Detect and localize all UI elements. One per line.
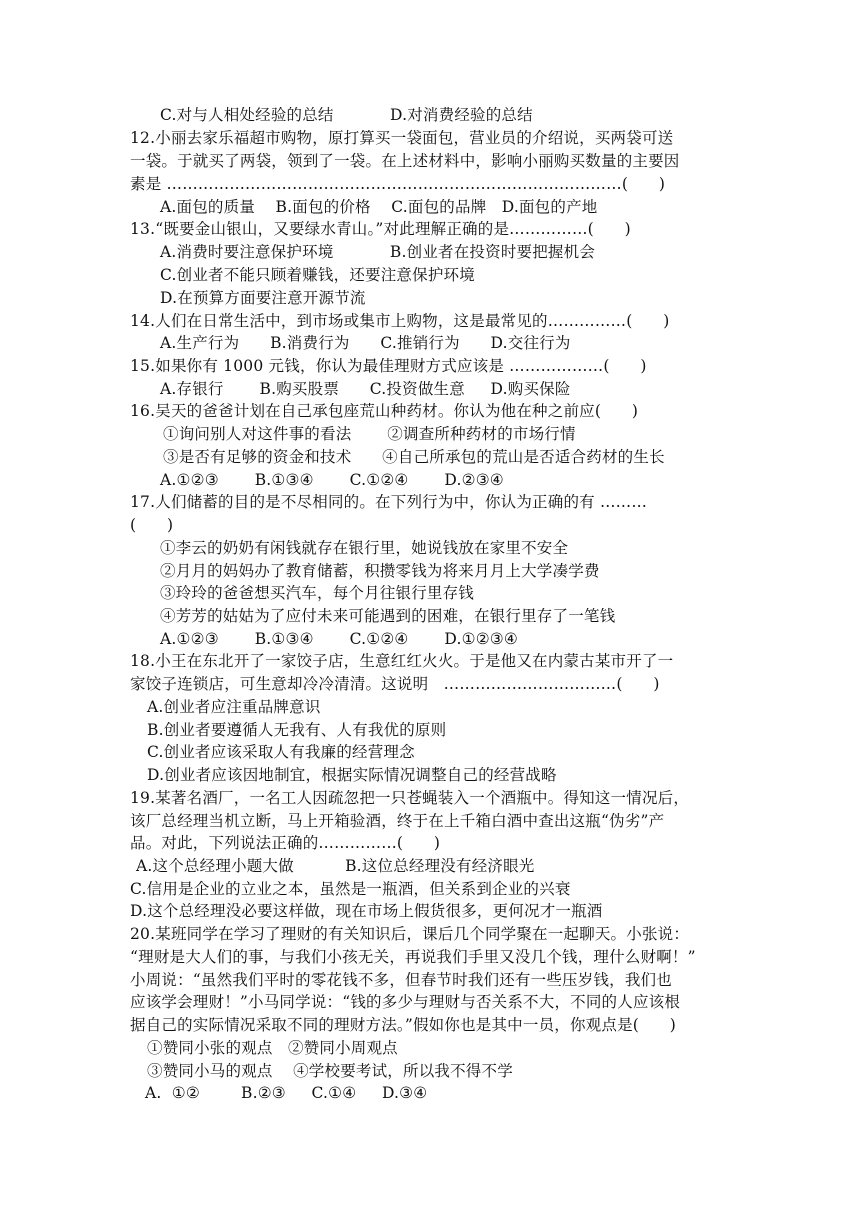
q14-options: A.生产行为 B.消费行为 C.推销行为 D.交往行为 — [160, 334, 571, 352]
q18-option-a: A.创业者应注重品牌意识 — [147, 698, 321, 716]
q20-statements-34: ③赞同小马的观点 ④学校要考试，所以我不得不学 — [147, 1062, 513, 1080]
q11-options-cd: C.对与人相处经验的总结 D.对消费经验的总结 — [160, 106, 533, 124]
q17-answer-bracket: ( ) — [130, 516, 174, 534]
q17-options: A.①②③ B.①③④ C.①②④ D.①②③④ — [160, 630, 518, 648]
q20-stem-line-5: 据自己的实际情况采取不同的理财方法。”假如你也是其中一员，你观点是( ) — [130, 1016, 677, 1034]
q19-option-c: C.信用是企业的立业之本，虽然是一瓶酒，但关系到企业的兴衰 — [130, 880, 571, 898]
q20-stem-line-1: 20.某班同学在学习了理财的有关知识后，课后几个同学聚在一起聊天。小张说： — [130, 925, 690, 943]
q19-stem-line-3: 品。对此，下列说法正确的……………( ) — [130, 834, 441, 852]
q17-statement-3: ③玲玲的爸爸想买汽车，每个月往银行里存钱 — [160, 584, 475, 602]
q13-stem: 13.“既要金山银山，又要绿水青山。”对此理解正确的是……………( ) — [130, 220, 631, 238]
q20-statements-12: ①赞同小张的观点 ②赞同小周观点 — [147, 1039, 398, 1057]
q19-stem-line-1: 19.某著名酒厂，一名工人因疏忽把一只苍蝇装入一个酒瓶中。得知这一情况后， — [130, 789, 690, 807]
q20-stem-line-2: “理财是大人们的事，与我们小孩无关，再说我们手里又没几个钱，理什么财啊！” — [130, 948, 696, 966]
q20-stem-line-3: 小周说：“虽然我们平时的零花钱不多，但春节时我们还有一些压岁钱，我们也 — [130, 971, 672, 989]
q19-stem-line-2: 该厂总经理当机立断，马上开箱验酒，终于在上千箱白酒中查出这瓶“伪劣”产 — [130, 812, 665, 830]
q17-statement-2: ②月月的妈妈办了教育储蓄，积攒零钱为将来月月上大学凑学费 — [160, 562, 600, 580]
q15-options: A.存银行 B.购买股票 C.投资做生意 D.购买保险 — [160, 380, 571, 398]
q18-stem-line-2: 家饺子连锁店，可生意却冷冷清清。这说明 ……………………………( ) — [130, 675, 660, 693]
q20-options: A. ①② B.②③ C.①④ D.③④ — [145, 1084, 428, 1102]
q16-stem: 16.吴天的爸爸计划在自己承包座荒山种药材。你认为他在种之前应( ) — [130, 402, 639, 420]
q19-option-d: D.这个总经理没必要这样做，现在市场上假货很多，更何况才一瓶酒 — [130, 902, 603, 920]
q13-option-d: D.在预算方面要注意开源节流 — [160, 289, 366, 307]
q17-statement-1: ①李云的奶奶有闲钱就存在银行里，她说钱放在家里不安全 — [160, 539, 569, 557]
q13-option-c: C.创业者不能只顾着赚钱，还要注意保护环境 — [160, 266, 475, 284]
q18-option-b: B.创业者要遵循人无我有、人有我优的原则 — [147, 721, 447, 739]
q18-option-c: C.创业者应该采取人有我廉的经营理念 — [147, 743, 415, 761]
q16-options: A.①②③ B.①③④ C.①②④ D.②③④ — [160, 471, 504, 489]
q16-statements-12: ①询问别人对这件事的看法 ②调查所种药材的市场行情 — [163, 425, 576, 443]
q12-options: A.面包的质量 B.面包的价格 C.面包的品牌 D.面包的产地 — [160, 198, 598, 216]
q20-stem-line-4: 应该学会理财！”小马同学说：“钱的多少与理财与否关系不大，不同的人应该根 — [130, 993, 681, 1011]
q18-option-d: D.创业者应该因地制宜，根据实际情况调整自己的经营战略 — [147, 766, 557, 784]
q17-stem: 17.人们储蓄的目的是不尽相同的。在下列行为中，你认为正确的有 ……… — [130, 493, 648, 511]
q18-stem-line-1: 18.小王在东北开了一家饺子店，生意红红火火。于是他又在内蒙古某市开了一 — [130, 652, 674, 670]
q16-statements-34: ③是否有足够的资金和技术 ④自己所承包的荒山是否适合药材的生长 — [163, 448, 665, 466]
q14-stem: 14.人们在日常生活中，到市场或集市上购物，这是最常见的……………( ) — [130, 312, 670, 330]
q19-options-ab: A.这个总经理小题大做 B.这位总经理没有经济眼光 — [136, 857, 535, 875]
q17-statement-4: ④芳芳的姑姑为了应付未来可能遇到的困难，在银行里存了一笔钱 — [160, 607, 616, 625]
q12-stem-line-1: 12.小丽去家乐福超市购物，原打算买一袋面包，营业员的介绍说，买两袋可送 — [130, 129, 674, 147]
q12-stem-line-3: 素是 ……………………………………………………………………………( ) — [130, 175, 666, 193]
q15-stem: 15.如果你有 1000 元钱，你认为最佳理财方式应该是 ………………( ) — [130, 357, 647, 375]
q12-stem-line-2: 一袋。于就买了两袋，领到了一袋。在上述材料中，影响小丽购买数量的主要因 — [130, 152, 680, 170]
q13-options-ab: A.消费时要注意保护环境 B.创业者在投资时要把握机会 — [160, 243, 596, 261]
